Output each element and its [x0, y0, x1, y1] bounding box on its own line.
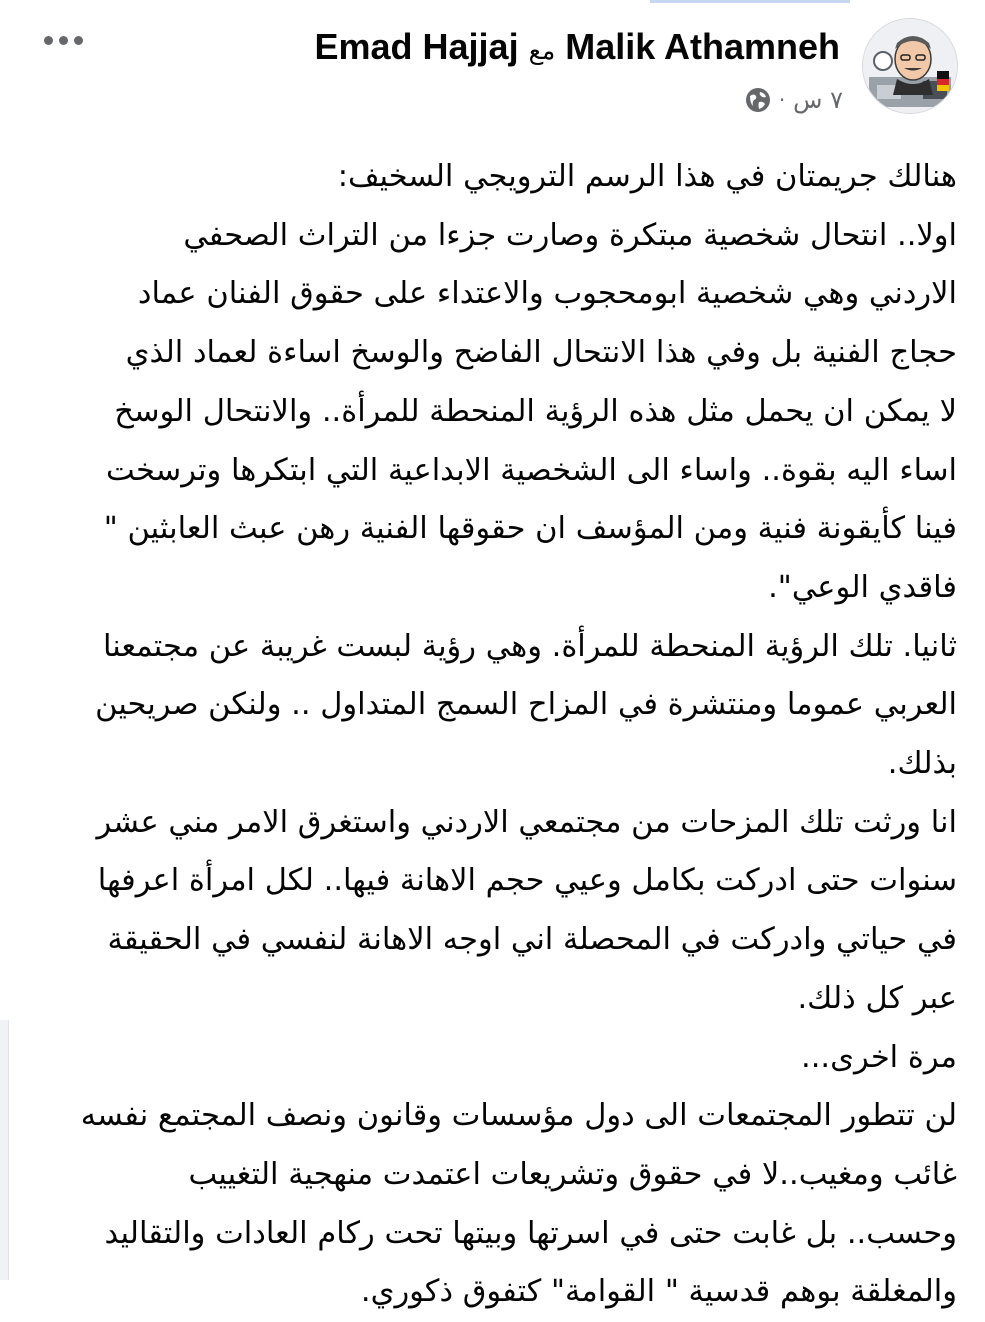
more-options-button[interactable] — [36, 22, 90, 58]
globe-icon[interactable] — [745, 87, 771, 113]
more-horizontal-icon — [74, 36, 83, 45]
author-name-primary[interactable]: Emad Hajjaj — [314, 26, 519, 67]
post-text-line: حجاج الفنية بل وفي هذا الانتحال الفاضح والوسخ اساءة لعماد الذي — [125, 335, 957, 371]
avatar[interactable] — [862, 18, 958, 114]
post-authors — [314, 26, 840, 68]
with-label: مع — [528, 36, 556, 65]
post-text-line: وحسب.. بل غابت حتى في اسرتها وبيتها تحت ركام العادات والتقاليد — [104, 1215, 957, 1251]
post-text-line: ثانيا. تلك الرؤية المنحطة للمرأة. وهي رؤية لبست غريبة عن مجتمعنا — [102, 628, 957, 664]
post-text-line: في حياتي وادركت في المحصلة اني اوجه الاهانة لنفسي في الحقيقة — [107, 922, 957, 958]
more-horizontal-icon — [59, 36, 68, 45]
post-text-line: هنالك جريمتان في هذا الرسم الترويجي السخيف: — [337, 159, 957, 194]
post-text-line: فينا كأيقونة فنية ومن المؤسف ان حقوقها الفنية رهن عبث العابثين " — [103, 511, 957, 547]
left-edge-strip — [0, 1020, 9, 1280]
post-text-line: والمغلقة بوهم قدسية " القوامة" كتفوق ذكوري. — [360, 1274, 957, 1310]
post-text-line: مرة اخرى... — [801, 1039, 957, 1075]
meta-separator: · — [778, 88, 786, 112]
post-text-line: الاردني وهي شخصية ابومحجوب والاعتداء على حقوق الفنان عماد — [137, 276, 957, 312]
avatar-caricature-icon — [863, 19, 957, 113]
post-header — [0, 0, 985, 140]
post-text-line: عبر كل ذلك. — [797, 980, 957, 1016]
post-text-line: انا ورثت تلك المزحات من مجتمعي الاردني واستغرق الامر مني عشر — [96, 804, 957, 840]
post-text-line: بذلك. — [887, 746, 957, 782]
post-text — [28, 148, 957, 1322]
post-text-line: اساء اليه بقوة.. واساء الى الشخصية الابداعية التي ابتكرها وترسخت — [106, 452, 957, 488]
post-text-line: سنوات حتى ادركت بكامل وعيي حجم الاهانة فيها.. لكل امرأة اعرفها — [97, 863, 957, 899]
post-text-line: فاقدي الوعي". — [768, 569, 957, 605]
post-text-line: لن تتطور المجتمعات الى دول مؤسسات وقانون ونصف المجتمع نفسه — [80, 1098, 957, 1134]
post-text-line: لا يمكن ان يحمل مثل هذه الرؤية المنحطة للمرأة.. والانتحال الوسخ — [114, 393, 957, 429]
post-text-line: غائب ومغيب..لا في حقوق وتشريعات اعتمدت منهجية التغييب — [188, 1156, 957, 1192]
more-horizontal-icon — [44, 36, 53, 45]
author-name-secondary[interactable]: Malik Athamneh — [565, 26, 840, 67]
post-meta — [745, 86, 843, 114]
post-text-line: العربي عموما ومنتشرة في المزاح السمج المتداول .. ولنكن صريحين — [95, 687, 957, 723]
post-text-line: اولا.. انتحال شخصية مبتكرة وصارت جزءا من التراث الصحفي — [183, 217, 957, 253]
post-timestamp[interactable]: ٧ س — [793, 86, 843, 114]
